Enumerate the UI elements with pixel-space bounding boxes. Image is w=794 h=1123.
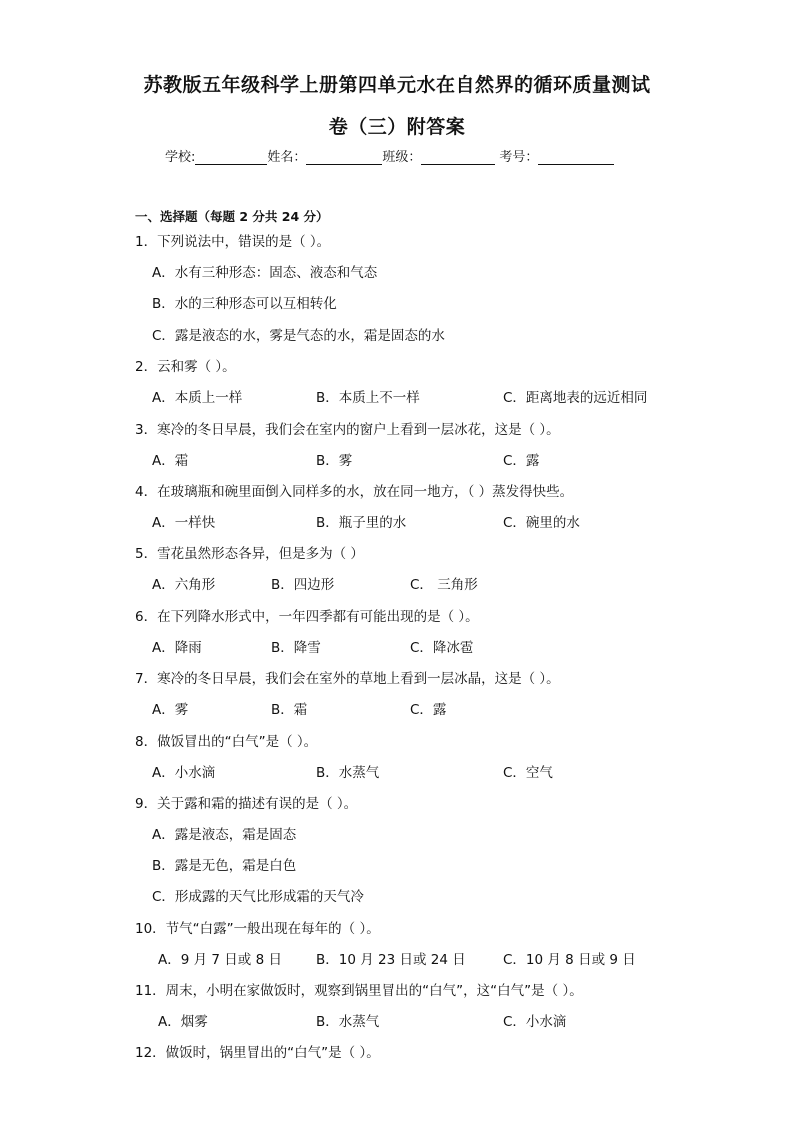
question-option: B．四边形 bbox=[271, 577, 335, 593]
question-option: C．距离地表的远近相同 bbox=[503, 390, 648, 406]
school-blank[interactable] bbox=[195, 150, 267, 165]
question-option: A．9 月 7 日或 8 日 bbox=[158, 952, 282, 968]
question-stem: 2．云和雾（ ）。 bbox=[135, 359, 236, 375]
number-blank[interactable] bbox=[538, 150, 614, 165]
question-option: A．水有三种形态：固态、液态和气态 bbox=[152, 265, 378, 281]
question-option: C．空气 bbox=[503, 765, 553, 781]
question-stem: 5．雪花虽然形态各异，但是多为（ ） bbox=[135, 546, 364, 562]
number-label: 考号： bbox=[499, 150, 539, 165]
class-blank[interactable] bbox=[421, 150, 495, 165]
question-option: C．露 bbox=[410, 702, 447, 718]
question-option: B．水蒸气 bbox=[316, 1014, 380, 1030]
question-option: C．露是液态的水，雾是气态的水，霜是固态的水 bbox=[152, 328, 445, 344]
question-option: A．小水滴 bbox=[152, 765, 216, 781]
question-option: B．本质上不一样 bbox=[316, 390, 420, 406]
question-option: C．降冰雹 bbox=[410, 640, 474, 656]
question-option: B．水蒸气 bbox=[316, 765, 380, 781]
name-blank[interactable] bbox=[306, 150, 382, 165]
question-option: C．10 月 8 日或 9 日 bbox=[503, 952, 636, 968]
question-option: B．水的三种形态可以互相转化 bbox=[152, 296, 337, 312]
question-option: C．形成露的天气比形成霜的天气冷 bbox=[152, 889, 364, 905]
page-title-line-1: 苏教版五年级科学上册第四单元水在自然界的循环质量测试 bbox=[143, 74, 651, 96]
section-title: 一、选择题（每题 2 分共 24 分） bbox=[135, 209, 329, 224]
question-stem: 10．节气“白露”一般出现在每年的（ ）。 bbox=[135, 921, 380, 937]
question-option: A．一样快 bbox=[152, 515, 216, 531]
question-option: B．雾 bbox=[316, 453, 353, 469]
question-option: C．碗里的水 bbox=[503, 515, 580, 531]
question-option: B．降雪 bbox=[271, 640, 321, 656]
question-stem: 3．寒冷的冬日早晨，我们会在室内的窗户上看到一层冰花，这是（ ）。 bbox=[135, 422, 560, 438]
question-option: A．降雨 bbox=[152, 640, 202, 656]
question-stem: 11．周末，小明在家做饭时，观察到锅里冒出的“白气”，这“白气”是（ ）。 bbox=[135, 983, 583, 999]
school-label: 学校: bbox=[165, 150, 196, 165]
question-stem: 9．关于露和霜的描述有误的是（ ）。 bbox=[135, 796, 358, 812]
question-option: C． 三角形 bbox=[410, 577, 478, 593]
question-option: B．霜 bbox=[271, 702, 308, 718]
question-option: B．10 月 23 日或 24 日 bbox=[316, 952, 466, 968]
student-info-row bbox=[165, 146, 614, 165]
question-option: C．露 bbox=[503, 453, 540, 469]
question-option: A．雾 bbox=[152, 702, 189, 718]
question-stem: 12．做饭时，锅里冒出的“白气”是（ ）。 bbox=[135, 1045, 380, 1061]
question-stem: 6．在下列降水形式中，一年四季都有可能出现的是（ ）。 bbox=[135, 609, 479, 625]
question-option: C．小水滴 bbox=[503, 1014, 567, 1030]
question-option: A．霜 bbox=[152, 453, 189, 469]
question-stem: 4．在玻璃瓶和碗里面倒入同样多的水，放在同一地方，（ ）蒸发得快些。 bbox=[135, 484, 574, 500]
question-stem: 8．做饭冒出的“白气”是（ ）。 bbox=[135, 734, 318, 750]
page-title-line-2: 卷（三）附答案 bbox=[328, 116, 466, 138]
question-option: A．露是液态，霜是固态 bbox=[152, 827, 297, 843]
question-option: B．瓶子里的水 bbox=[316, 515, 407, 531]
question-stem: 1．下列说法中，错误的是（ ）。 bbox=[135, 234, 331, 250]
question-option: B．露是无色，霜是白色 bbox=[152, 858, 297, 874]
name-label: 姓名： bbox=[267, 150, 307, 165]
question-stem: 7．寒冷的冬日早晨，我们会在室外的草地上看到一层冰晶，这是（ ）。 bbox=[135, 671, 560, 687]
question-option: A．烟雾 bbox=[158, 1014, 208, 1030]
class-label: 班级： bbox=[382, 150, 422, 165]
question-option: A．本质上一样 bbox=[152, 390, 243, 406]
question-option: A．六角形 bbox=[152, 577, 216, 593]
